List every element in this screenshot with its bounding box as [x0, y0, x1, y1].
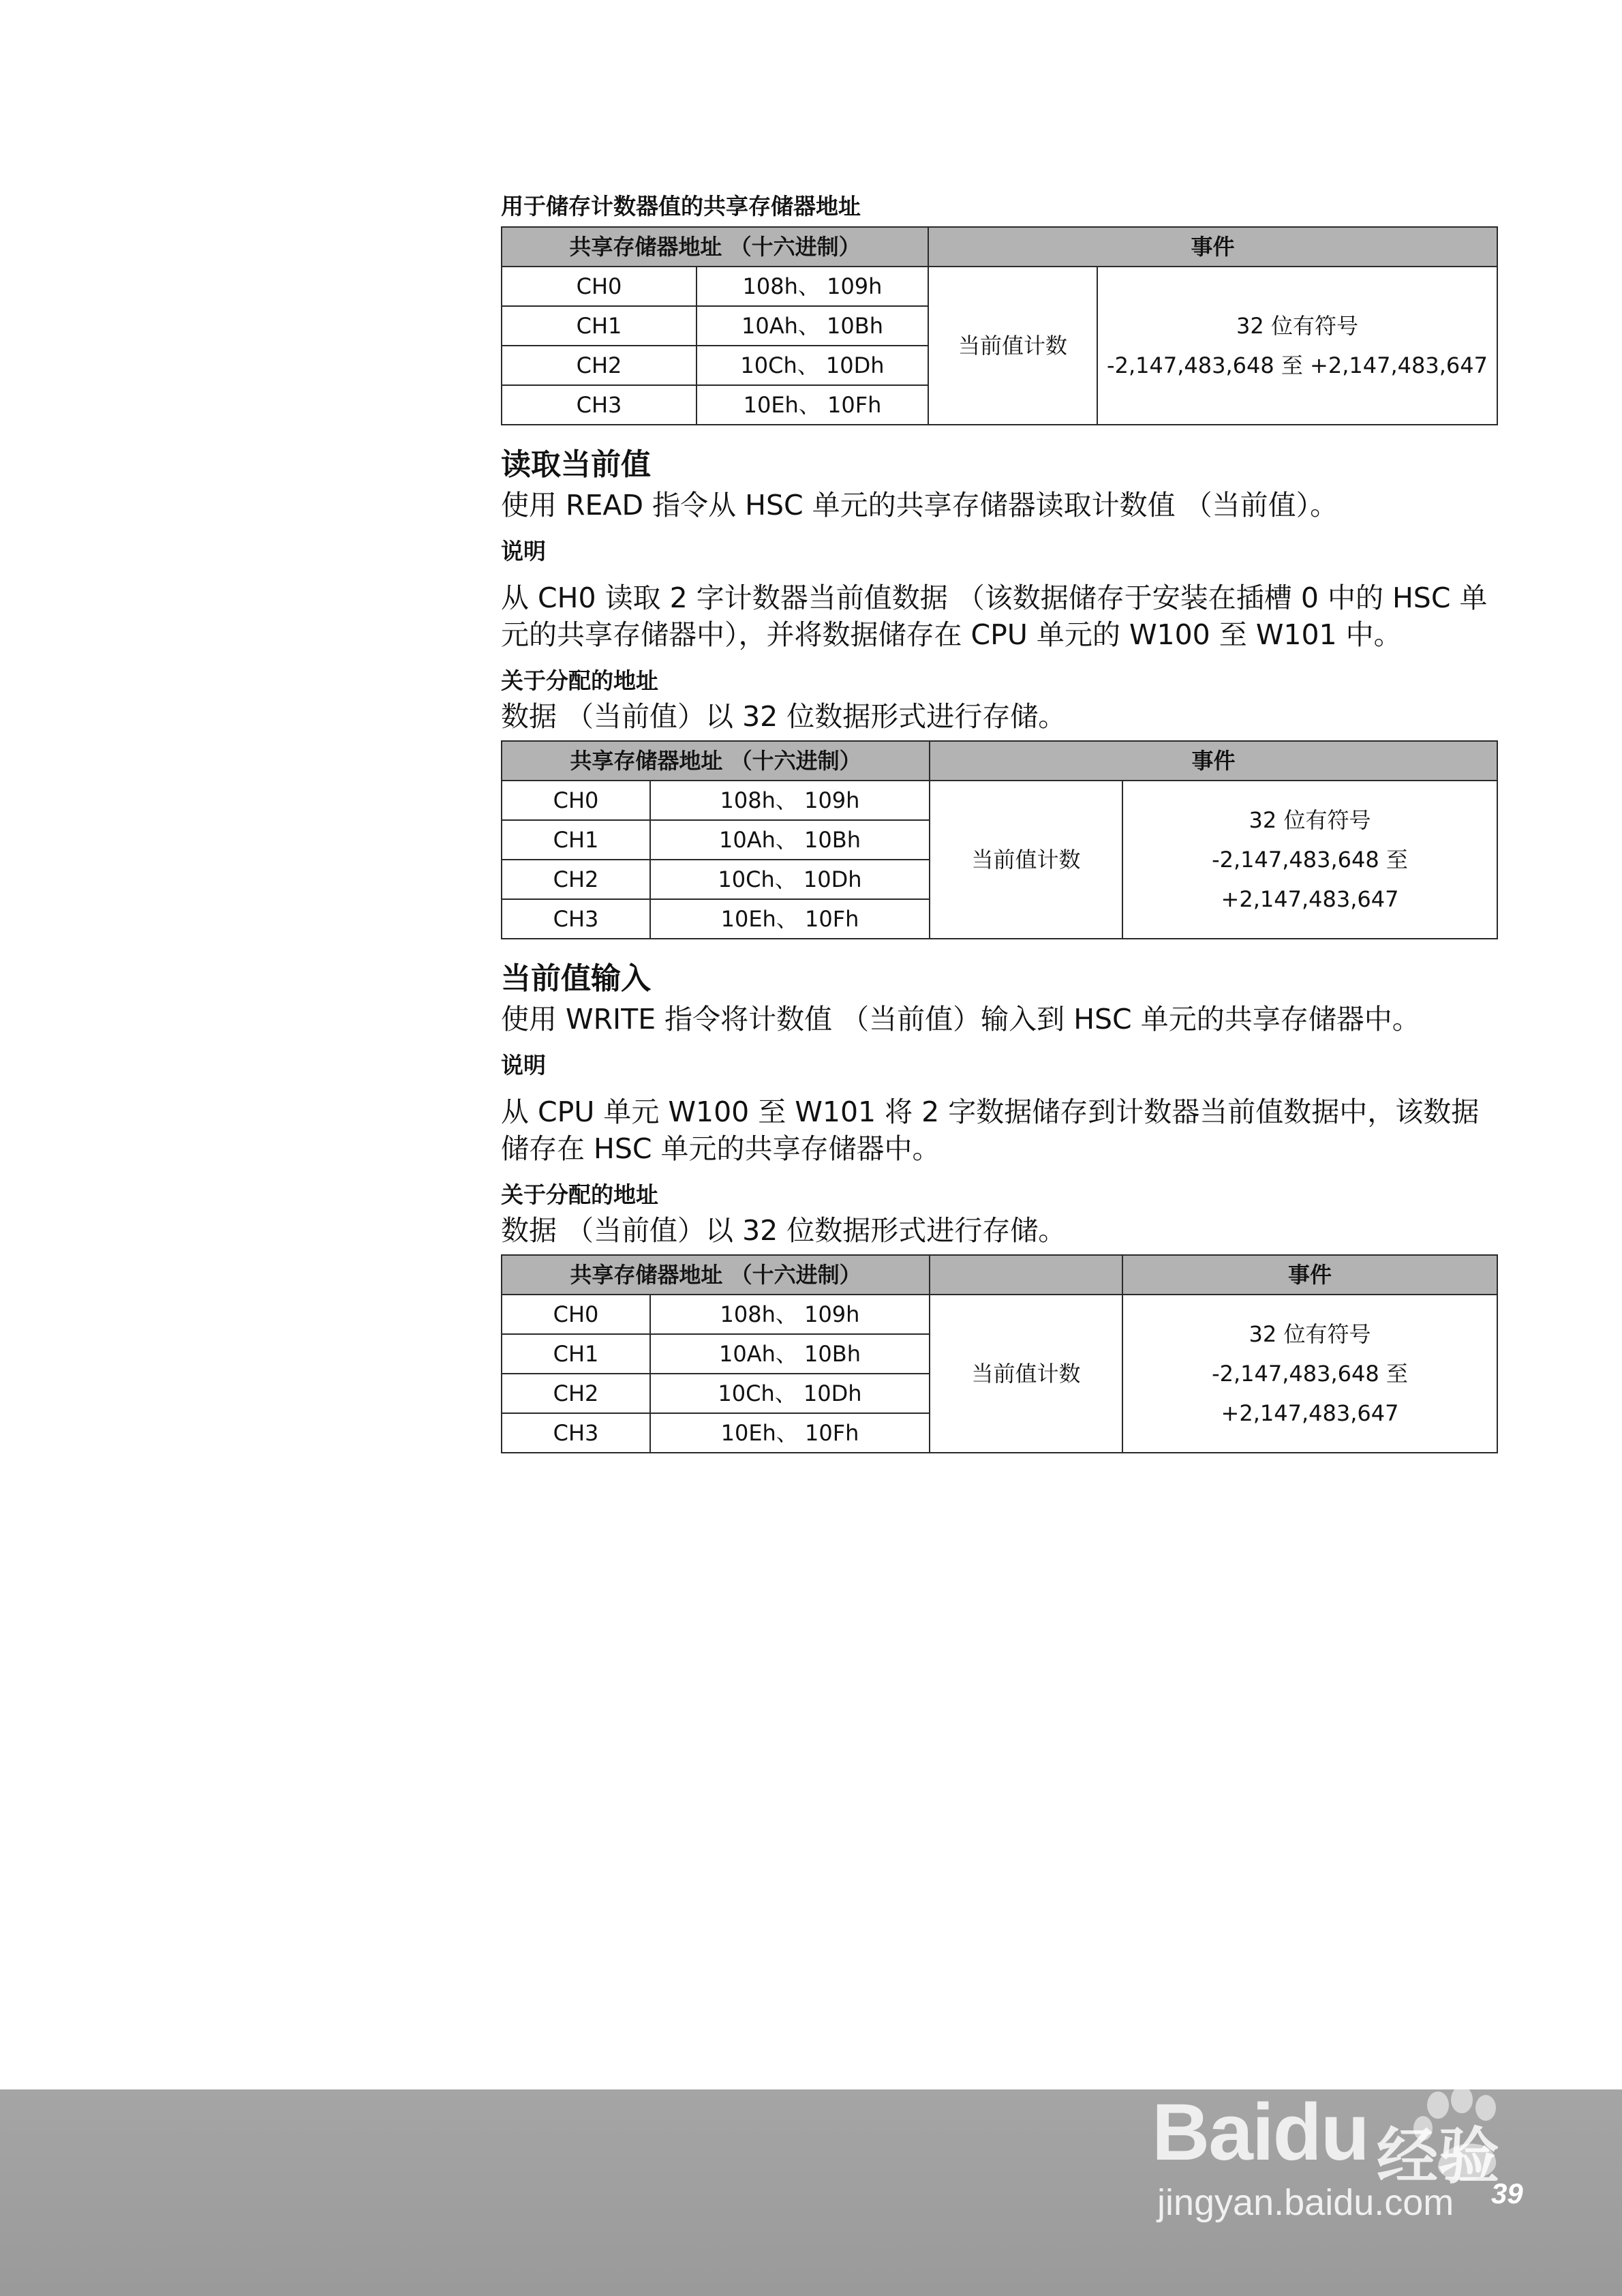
table2-header-row	[502, 741, 1497, 781]
write-section-heading: 当前值输入	[501, 961, 651, 996]
event-desc-line1: 32 位有符号	[1249, 807, 1371, 833]
table3-header-event: 事件	[1122, 1255, 1497, 1295]
address-cell: 10Ah、 10Bh	[650, 1334, 930, 1374]
event-desc-line2: -2,147,483,648 至 +2,147,483,647	[1212, 847, 1408, 912]
table3-header-empty	[930, 1255, 1122, 1295]
table1-title: 用于储存计数器值的共享存储器地址	[501, 193, 861, 220]
event-name-cell: 当前值计数	[930, 781, 1122, 939]
address-cell: 108h、 109h	[650, 781, 930, 820]
channel-cell: CH3	[502, 385, 697, 425]
address-cell: 10Ah、 10Bh	[650, 820, 930, 860]
page-content	[501, 190, 1496, 1453]
watermark-logo: Baidu	[1152, 2087, 1368, 2177]
channel-cell: CH3	[502, 1413, 650, 1453]
channel-cell: CH2	[502, 346, 697, 385]
channel-cell: CH0	[502, 1295, 650, 1334]
event-desc-line2: -2,147,483,648 至 +2,147,483,647	[1107, 352, 1488, 378]
address-cell: 10Eh、 10Fh	[650, 1413, 930, 1453]
channel-cell: CH2	[502, 860, 650, 899]
read-desc-label: 说明	[501, 538, 546, 564]
read-desc-text: 从 CH0 读取 2 字计数器当前值数据 （该数据储存于安装在插槽 0 中的 HSC 单元的共享存储器中），并将数据储存在 CPU 单元的 W100 至 W101 中。	[501, 581, 1488, 651]
event-name-cell: 当前值计数	[928, 267, 1097, 425]
address-cell: 10Ch、 10Dh	[650, 860, 930, 899]
event-desc-cell	[1122, 1295, 1497, 1453]
table2-header-event: 事件	[930, 741, 1497, 781]
address-cell: 10Eh、 10Fh	[697, 385, 928, 425]
event-desc-line2: -2,147,483,648 至 +2,147,483,647	[1212, 1361, 1408, 1426]
table2	[501, 740, 1498, 939]
address-cell: 10Ch、 10Dh	[650, 1374, 930, 1413]
read-alloc-label: 关于分配的地址	[501, 667, 658, 694]
address-cell: 108h、 109h	[650, 1295, 930, 1334]
address-cell: 108h、 109h	[697, 267, 928, 306]
write-section-text: 使用 WRITE 指令将计数值 （当前值）输入到 HSC 单元的共享存储器中。	[501, 1003, 1420, 1036]
watermark-url: jingyan.baidu.com	[1157, 2182, 1454, 2223]
page-number: 39	[1491, 2177, 1523, 2209]
channel-cell: CH1	[502, 1334, 650, 1374]
channel-cell: CH1	[502, 820, 650, 860]
channel-cell: CH1	[502, 306, 697, 346]
write-desc-text: 从 CPU 单元 W100 至 W101 将 2 字数据储存到计数器当前值数据中，该数据储存在 HSC 单元的共享存储器中。	[501, 1096, 1480, 1165]
channel-cell: CH3	[502, 899, 650, 939]
table-row	[502, 1295, 1497, 1334]
channel-cell: CH2	[502, 1374, 650, 1413]
read-section-text: 使用 READ 指令从 HSC 单元的共享存储器读取计数值 （当前值）。	[501, 489, 1338, 522]
event-desc-cell	[1097, 267, 1497, 425]
table1	[501, 226, 1498, 425]
table3	[501, 1254, 1498, 1453]
event-desc-line1: 32 位有符号	[1249, 1321, 1371, 1347]
write-alloc-text: 数据 （当前值）以 32 位数据形式进行存储。	[501, 1214, 1067, 1247]
read-section-heading: 读取当前值	[501, 447, 651, 482]
write-desc-label: 说明	[501, 1052, 546, 1078]
table-row	[502, 267, 1497, 306]
address-cell: 10Eh、 10Fh	[650, 899, 930, 939]
table3-header-addr: 共享存储器地址 （十六进制）	[502, 1255, 930, 1295]
write-alloc-label: 关于分配的地址	[501, 1181, 658, 1208]
table1-header-event: 事件	[928, 227, 1497, 267]
table-row	[502, 781, 1497, 820]
address-cell: 10Ch、 10Dh	[697, 346, 928, 385]
table1-header-row	[502, 227, 1497, 267]
watermark-cn: 经验	[1377, 2121, 1499, 2192]
channel-cell: CH0	[502, 267, 697, 306]
table1-header-addr: 共享存储器地址 （十六进制）	[502, 227, 928, 267]
event-desc-cell	[1122, 781, 1497, 939]
event-name-cell: 当前值计数	[930, 1295, 1122, 1453]
table2-header-addr: 共享存储器地址 （十六进制）	[502, 741, 930, 781]
event-desc-line1: 32 位有符号	[1236, 313, 1358, 339]
read-alloc-text: 数据 （当前值）以 32 位数据形式进行存储。	[501, 700, 1067, 733]
address-cell: 10Ah、 10Bh	[697, 306, 928, 346]
table3-header-row	[502, 1255, 1497, 1295]
channel-cell: CH0	[502, 781, 650, 820]
